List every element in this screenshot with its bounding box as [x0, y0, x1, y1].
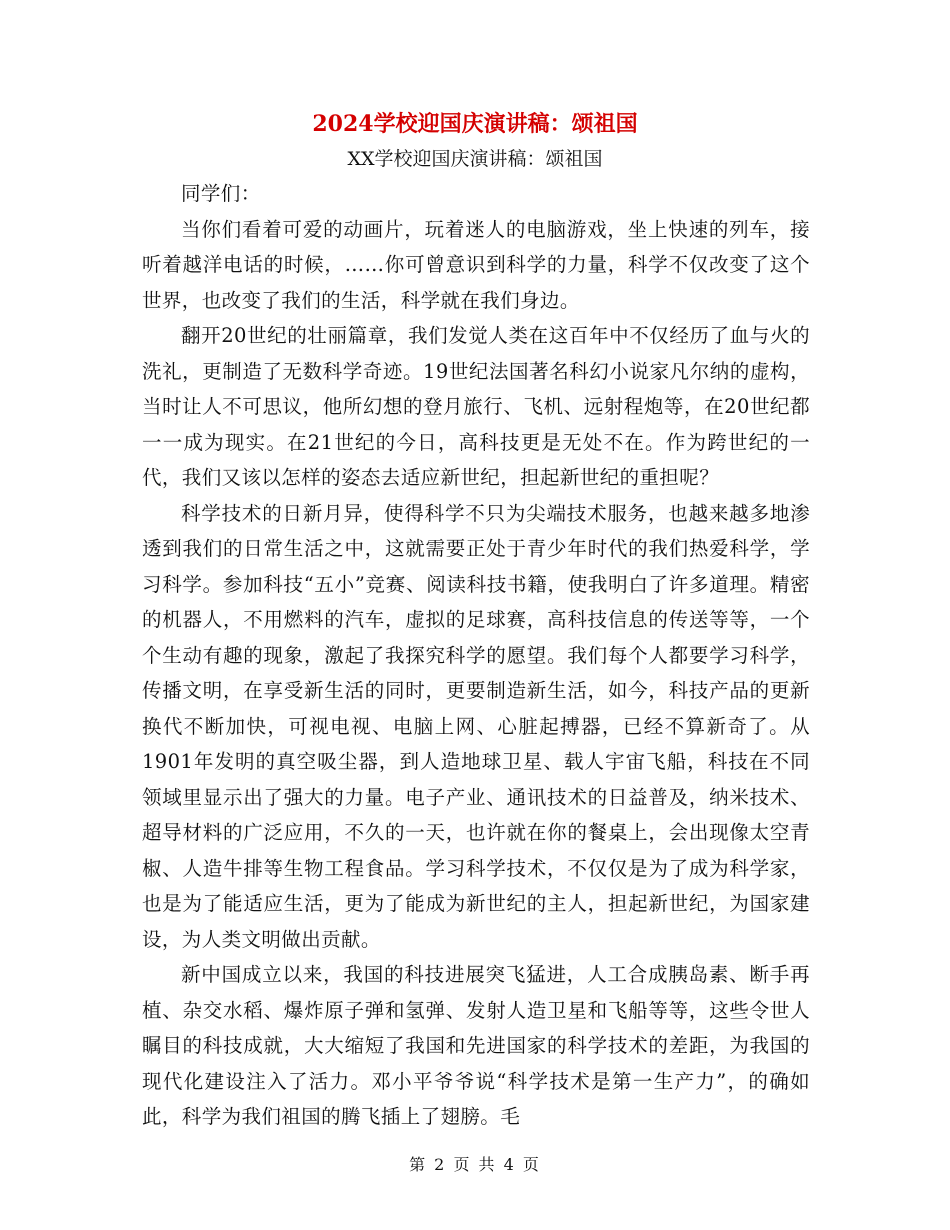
paragraph-greeting: 同学们： [181, 182, 261, 205]
page-number-footer: 第 2 页 共 4 页 [409, 1155, 541, 1174]
paragraph: 新中国成立以来，我国的科技进展突飞猛进，人工合成胰岛素、断手再植、杂交水稻、爆炸原子弹和氢弹、发射人造卫星和飞船等等，这些令世人瞩目的科技成就，大大缩短了我国和先进国家的科学技术的差距，为我国的现代化建设注入了活力。邓小平爷爷说“科学技术是第一生产力”，的确如此，科学为我们祖国的腾飞插上了翅膀。毛 [142, 963, 810, 1128]
document-title: 2024学校迎国庆演讲稿：颂祖国 [312, 111, 638, 137]
document-subtitle: XX学校迎国庆演讲稿：颂祖国 [347, 148, 603, 170]
paragraph: 科学技术的日新月异，使得科学不只为尖端技术服务，也越来越多地渗透到我们的日常生活之中，这就需要正处于青少年时代的我们热爱科学，学习科学。参加科技“五小”竞赛、阅读科技书籍，使我明白了许多道理。精密的机器人，不用燃料的汽车，虚拟的足球赛，高科技信息的传送等等，一个个生动有趣的现象，激起了我探究科学的愿望。我们每个人都要学习科学，传播文明，在享受新生活的同时，更要制造新生活，如今，科技产品的更新换代不断加快，可视电视、电脑上网、心脏起搏器，已经不算新奇了。从1901年发明的真空吸尘器，到人造地球卫星、载人宇宙飞船，科技在不同领域里显示出了强大的力量。电子产业、通讯技术的日益普及，纳米技术、超导材料的广泛应用，不久的一天，也许就在你的餐桌上，会出现像太空青椒、人造牛排等生物工程食品。学习科学技术，不仅仅是为了成为科学家，也是为了能适应生活，更为了能成为新世纪的主人，担起新世纪，为国家建设，为人类文明做出贡献。 [142, 501, 810, 951]
paragraph: 当你们看着可爱的动画片，玩着迷人的电脑游戏，坐上快速的列车，接听着越洋电话的时候，……你可曾意识到科学的力量，科学不仅改变了这个世界，也改变了我们的生活，科学就在我们身边。 [142, 217, 810, 312]
paragraph: 翻开20世纪的壮丽篇章，我们发觉人类在这百年中不仅经历了血与火的洗礼，更制造了无数科学奇迹。19世纪法国著名科幻小说家凡尔纳的虚构，当时让人不可思议，他所幻想的登月旅行、飞机、远射程炮等，在20世纪都一一成为现实。在21世纪的今日，高科技更是无处不在。作为跨世纪的一代，我们又该以怎样的姿态去适应新世纪，担起新世纪的重担呢？ [142, 324, 810, 489]
document-body [142, 176, 810, 1135]
